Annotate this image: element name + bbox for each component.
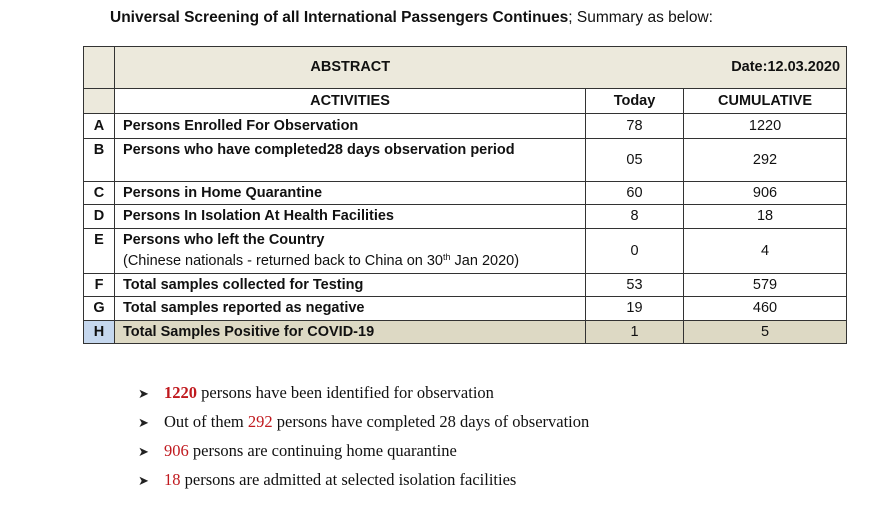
bullet-prefix: Out of them	[164, 412, 248, 431]
row-letter: A	[84, 114, 115, 139]
row-today: 60	[586, 182, 684, 205]
list-item	[138, 436, 589, 465]
row-today: 19	[586, 297, 684, 321]
row-cumulative: 579	[684, 274, 847, 297]
bullet-text: persons are admitted at selected isolation facilities	[180, 470, 517, 489]
abstract-table	[83, 46, 847, 344]
header-today: Today	[586, 89, 684, 114]
row-letter: G	[84, 297, 115, 321]
list-item	[138, 465, 589, 494]
row-cumulative: 460	[684, 297, 847, 321]
row-cumulative: 18	[684, 205, 847, 229]
row-letter: D	[84, 205, 115, 229]
bullet-number: 18	[164, 470, 181, 489]
bullet-text: persons have been identified for observation	[197, 383, 494, 402]
arrowhead-bullet-icon: ➤	[138, 444, 149, 459]
row-letter: F	[84, 274, 115, 297]
table-row	[84, 114, 847, 139]
table-row	[84, 205, 847, 229]
page-heading	[110, 9, 713, 27]
row-activity: Persons who have completed28 days observation period	[115, 139, 586, 182]
row-cumulative: 292	[684, 139, 847, 182]
heading-rest: ; Summary as below:	[568, 9, 713, 26]
row-today: 78	[586, 114, 684, 139]
list-item	[138, 378, 589, 407]
row-activity: Total Samples Positive for COVID-19	[115, 321, 586, 344]
row-today: 0	[586, 229, 684, 274]
note-text-after: Jan 2020)	[450, 253, 520, 269]
row-letter: C	[84, 182, 115, 205]
blank-cell	[84, 47, 115, 89]
row-today: 1	[586, 321, 684, 344]
bullet-text: persons have completed 28 days of observation	[272, 412, 590, 431]
table-row	[84, 139, 847, 182]
row-cumulative: 1220	[684, 114, 847, 139]
bullet-number: 292	[247, 412, 273, 431]
bullet-number: 906	[164, 441, 189, 460]
table-row	[84, 274, 847, 297]
list-item	[138, 407, 589, 436]
row-activity: Persons in Home Quarantine	[115, 182, 586, 205]
row-letter: H	[84, 321, 115, 344]
row-activity: Persons In Isolation At Health Facilities	[115, 205, 586, 229]
row-activity: Total samples collected for Testing	[115, 274, 586, 297]
arrowhead-bullet-icon: ➤	[138, 415, 149, 430]
table-row	[84, 297, 847, 321]
bullet-text: persons are continuing home quarantine	[188, 441, 457, 460]
table-row	[84, 182, 847, 205]
row-cumulative: 5	[684, 321, 847, 344]
row-activity-cell	[115, 229, 586, 274]
abstract-title: ABSTRACT	[115, 47, 586, 89]
summary-bullets	[138, 378, 589, 494]
header-activities: ACTIVITIES	[115, 89, 586, 114]
table-title-row	[84, 47, 847, 89]
header-cumulative: CUMULATIVE	[684, 89, 847, 114]
row-activity: Total samples reported as negative	[115, 297, 586, 321]
row-cumulative: 906	[684, 182, 847, 205]
table-date: Date:12.03.2020	[586, 47, 847, 89]
row-activity-note	[123, 253, 579, 270]
bullet-number: 1220	[164, 383, 197, 402]
table-row	[84, 229, 847, 274]
row-letter: E	[84, 229, 115, 274]
row-activity: Persons who left the Country	[123, 232, 325, 248]
row-today: 8	[586, 205, 684, 229]
row-activity: Persons Enrolled For Observation	[115, 114, 586, 139]
table-header-row	[84, 89, 847, 114]
note-text-before: (Chinese nationals - returned back to China on 30	[123, 253, 443, 269]
row-today: 05	[586, 139, 684, 182]
row-today: 53	[586, 274, 684, 297]
row-cumulative: 4	[684, 229, 847, 274]
note-superscript: th	[443, 252, 451, 262]
arrowhead-bullet-icon: ➤	[138, 473, 149, 488]
heading-bold: Universal Screening of all International Passengers Continues	[110, 9, 569, 26]
arrowhead-bullet-icon: ➤	[138, 386, 149, 401]
blank-cell	[84, 89, 115, 114]
row-letter: B	[84, 139, 115, 182]
table-row-highlighted	[84, 321, 847, 344]
